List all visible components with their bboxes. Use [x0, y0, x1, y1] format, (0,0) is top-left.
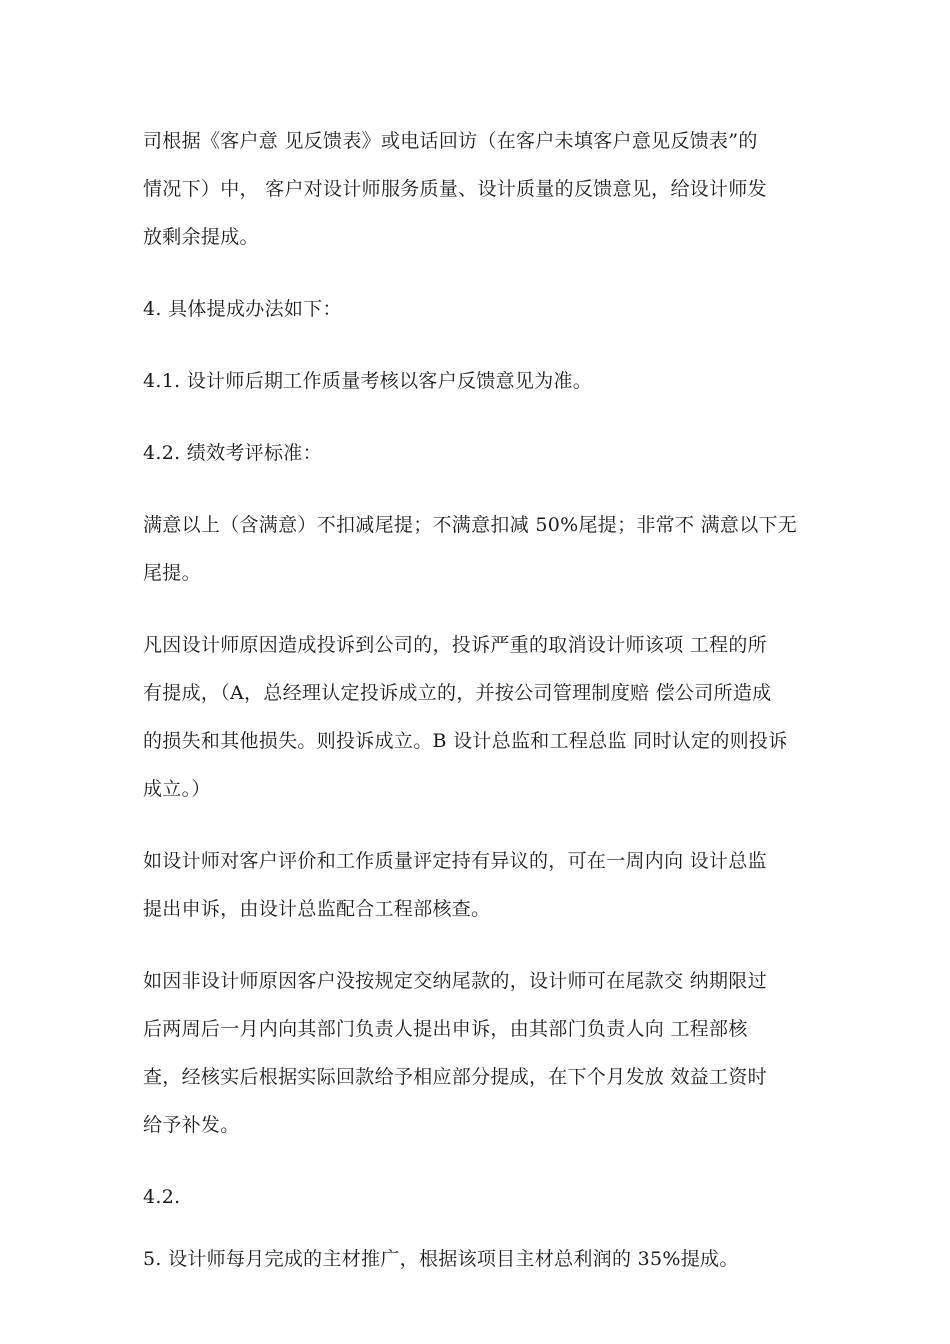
paragraph-feedback-commission [143, 117, 823, 261]
text-line: 后两周后一月内向其部门负责人提出申诉，由其部门负责人向 工程部核 [143, 1018, 748, 1040]
text-line: 满意以上（含满意）不扣减尾提；不满意扣减 50%尾提；非常不 满意以下无 [143, 514, 798, 536]
text-line: 凡因设计师原因造成投诉到公司的，投诉严重的取消设计师该项 工程的所 [143, 634, 767, 656]
text-line: 情况下）中， 客户对设计师服务质量、设计质量的反馈意见，给设计师发 [143, 178, 767, 200]
text-line: 提出申诉，由设计总监配合工程部核查。 [143, 898, 491, 920]
document-body [143, 117, 823, 1307]
text-line: 4. 具体提成办法如下： [143, 298, 342, 320]
text-line: 如因非设计师原因客户没按规定交纳尾款的，设计师可在尾款交 纳期限过 [143, 970, 767, 992]
text-line: 4.2. 绩效考评标准： [143, 442, 322, 464]
text-line: 4.2. [143, 1186, 181, 1208]
item-4-1 [143, 357, 823, 405]
paragraph-payment-appeal [143, 957, 823, 1149]
item-4-2 [143, 429, 823, 477]
item-4-2-repeat [143, 1173, 823, 1221]
text-line: 成立。） [143, 778, 211, 800]
text-line: 5. 设计师每月完成的主材推广，根据该项目主材总利润的 35%提成。 [143, 1248, 739, 1270]
section-heading-5 [143, 1235, 823, 1283]
text-line: 司根据《客户意 见反馈表》或电话回访（在客户未填客户意见反馈表”的 [143, 130, 758, 152]
text-line: 给予补发。 [143, 1114, 240, 1136]
text-line: 有提成，（A，总经理认定投诉成立的，并按公司管理制度赔 偿公司所造成 [143, 682, 772, 704]
text-line: 放剩余提成。 [143, 226, 259, 248]
section-heading-4 [143, 285, 823, 333]
paragraph-complaint-rules [143, 621, 823, 813]
text-line: 的损失和其他损失。则投诉成立。B 设计总监和工程总监 同时认定的则投诉 [143, 730, 788, 752]
text-line: 如设计师对客户评价和工作质量评定持有异议的，可在一周内向 设计总监 [143, 850, 767, 872]
text-line: 尾提。 [143, 562, 201, 584]
paragraph-objection-appeal [143, 837, 823, 933]
paragraph-satisfaction-rules [143, 501, 823, 597]
text-line: 4.1. 设计师后期工作质量考核以客户反馈意见为准。 [143, 370, 593, 392]
text-line: 查，经核实后根据实际回款给予相应部分提成，在下个月发放 效益工资时 [143, 1066, 767, 1088]
